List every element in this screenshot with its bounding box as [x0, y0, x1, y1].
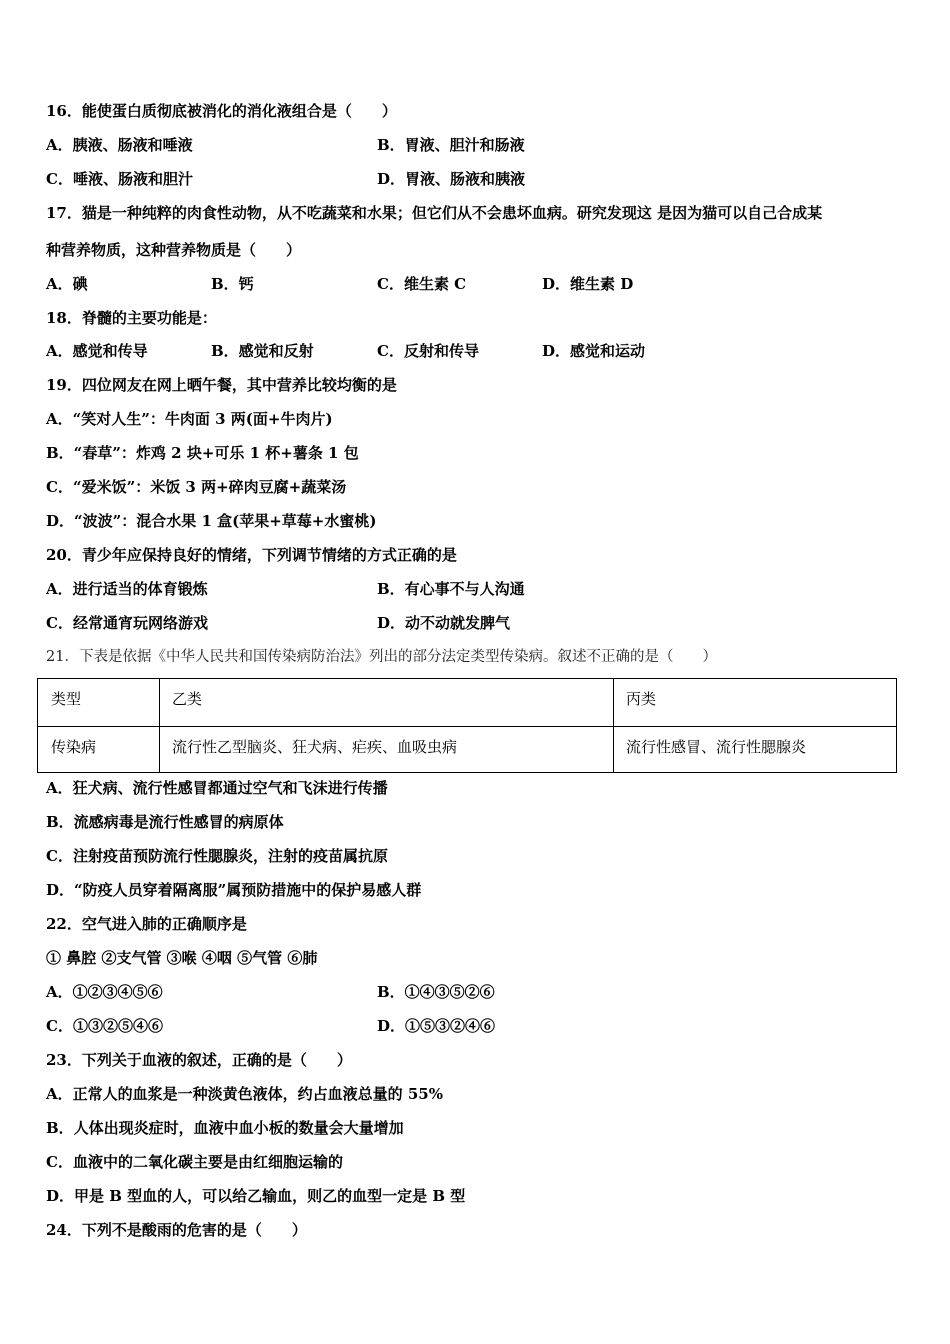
q22-option-d: D．①⑤③②④⑥ — [377, 1017, 496, 1035]
table-cell-label: 传染病 — [51, 738, 97, 756]
table-header-class-c: 丙类 — [626, 690, 657, 708]
q22-option-b: B．①④③⑤②⑥ — [377, 983, 495, 1001]
q21-option-a: A．狂犬病、流行性感冒都通过空气和飞沫进行传播 — [46, 779, 388, 797]
q17-option-b: B．钙 — [211, 275, 254, 293]
q21-option-d: D．“防疫人员穿着隔离服”属预防措施中的保护易感人群 — [46, 881, 422, 899]
q20-option-b: B．有心事不与人沟通 — [377, 580, 525, 598]
q21-option-b: B．流感病毒是流行性感冒的病原体 — [46, 813, 284, 831]
q23-option-d: D．甲是 B 型血的人，可以给乙输血，则乙的血型一定是 B 型 — [46, 1187, 466, 1205]
q17-option-c: C．维生素 C — [377, 275, 467, 293]
q22-option-c: C．①③②⑤④⑥ — [46, 1017, 163, 1035]
q19-option-a: A．“笑对人生”：牛肉面 3 两(面+牛肉片) — [46, 410, 333, 428]
q22-items: ① 鼻腔 ②支气管 ③喉 ④咽 ⑤气管 ⑥肺 — [46, 949, 318, 967]
q18-stem: 18．脊髓的主要功能是： — [46, 309, 217, 327]
q20-option-d: D．动不动就发脾气 — [377, 614, 511, 632]
q16-stem: 16．能使蛋白质彻底被消化的消化液组合是（ ） — [46, 102, 397, 120]
q16-option-c: C．唾液、肠液和胆汁 — [46, 170, 193, 188]
q19-option-c: C．“爱米饭”：米饭 3 两+碎肉豆腐+蔬菜汤 — [46, 478, 347, 496]
q16-option-d: D．胃液、肠液和胰液 — [377, 170, 526, 188]
q22-option-a: A．①②③④⑤⑥ — [46, 983, 163, 1001]
q21-stem: 21．下表是依据《中华人民共和国传染病防治法》列出的部分法定类型传染病。叙述不正确的是（ ） — [46, 649, 717, 665]
q23-option-b: B．人体出现炎症时，血液中血小板的数量会大量增加 — [46, 1119, 404, 1137]
table-header-class-b: 乙类 — [172, 690, 203, 708]
q20-stem: 20．青少年应保持良好的情绪，下列调节情绪的方式正确的是 — [46, 546, 457, 564]
q20-option-a: A．进行适当的体育锻炼 — [46, 580, 208, 598]
q17-stem-line1: 17．猫是一种纯粹的肉食性动物，从不吃蔬菜和水果；但它们从不会患坏血病。研究发现这 是因为猫可以自己合成某 — [46, 204, 823, 222]
q19-option-b: B．“春草”：炸鸡 2 块+可乐 1 杯+薯条 1 包 — [46, 444, 359, 462]
q21-option-c: C．注射疫苗预防流行性腮腺炎，注射的疫苗属抗原 — [46, 847, 388, 865]
q18-option-d: D．感觉和运动 — [542, 342, 646, 360]
q18-option-b: B．感觉和反射 — [211, 342, 314, 360]
table-cell-class-c: 流行性感冒、流行性腮腺炎 — [626, 738, 807, 756]
q18-option-a: A．感觉和传导 — [46, 342, 148, 360]
table-divider — [38, 726, 896, 727]
q17-option-d: D．维生素 D — [542, 275, 634, 293]
disease-table — [37, 678, 897, 773]
q23-option-a: A．正常人的血浆是一种淡黄色液体，约占血液总量的 55% — [46, 1085, 443, 1103]
table-cell-class-b: 流行性乙型脑炎、狂犬病、疟疾、血吸虫病 — [172, 738, 458, 756]
q23-stem: 23．下列关于血液的叙述，正确的是（ ） — [46, 1051, 352, 1069]
q17-stem-line2: 种营养物质，这种营养物质是（ ） — [46, 241, 302, 259]
q17-option-a: A．碘 — [46, 275, 88, 293]
q16-option-b: B．胃液、胆汁和肠液 — [377, 136, 525, 154]
q18-option-c: C．反射和传导 — [377, 342, 479, 360]
q16-option-a: A．胰液、肠液和唾液 — [46, 136, 193, 154]
q19-stem: 19．四位网友在网上晒午餐，其中营养比较均衡的是 — [46, 376, 397, 394]
q23-option-c: C．血液中的二氧化碳主要是由红细胞运输的 — [46, 1153, 343, 1171]
q22-stem: 22．空气进入肺的正确顺序是 — [46, 915, 247, 933]
table-header-type: 类型 — [51, 690, 82, 708]
q19-option-d: D．“波波”：混合水果 1 盒(苹果+草莓+水蜜桃) — [46, 512, 377, 530]
q24-stem: 24．下列不是酸雨的危害的是（ ） — [46, 1221, 307, 1239]
q20-option-c: C．经常通宵玩网络游戏 — [46, 614, 208, 632]
